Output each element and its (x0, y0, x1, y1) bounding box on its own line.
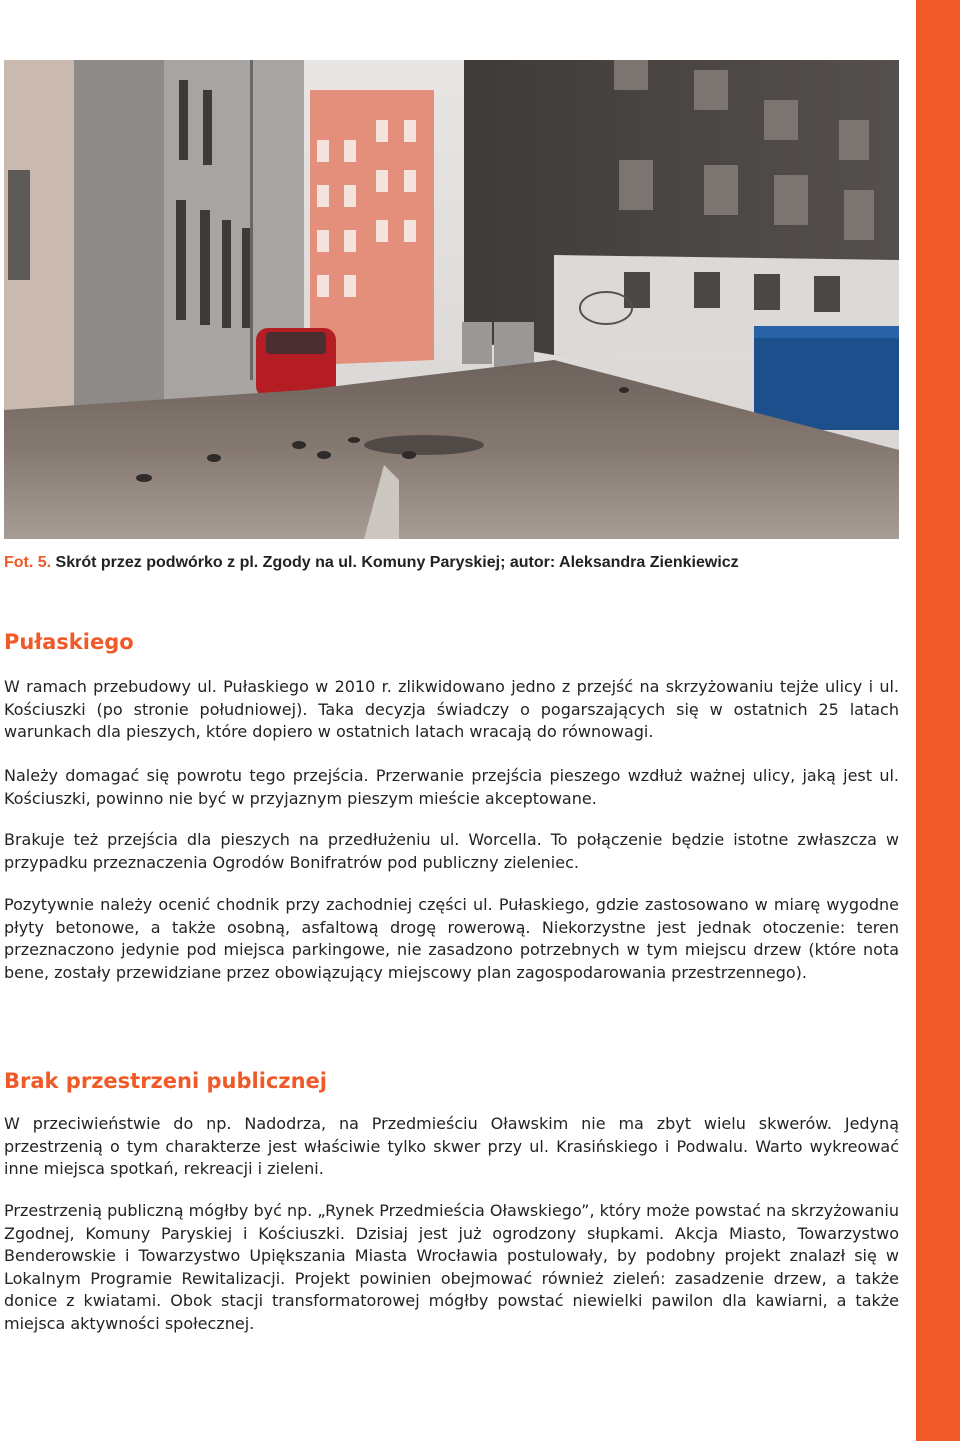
paragraph: Przestrzenią publiczną mógłby być np. „Rynek Przedmieścia Oławskiego”, który może powstać na skrzyżowaniu Zgodnej, Komuny Paryskiej i Kościuszki. Dzisiaj jest już ogrodzony słupkami. Akcja Miasto, Towarzystwo Benderowskie i Towarzystwo Upiększania Miasta Wrocławia postulowały, by podobny projekt znalazł się w Lokalnym Programie Rewitalizacji. Projekt powinien obejmować również zieleń: zasadzenie drzew, a także donice z kwiatami. Obok stacji transformatorowej mógłby powstać niewielki pawilon dla kawiarni, a także miejsca aktywności społecznej. (4, 1201, 900, 1333)
section-title-pulaskiego: Pułaskiego (4, 630, 134, 654)
paragraph: Należy domagać się powrotu tego przejścia. Przerwanie przejścia pieszego wzdłuż ważnej ulicy, jaką jest ul. Kościuszki, powinno nie być w przyjaznym pieszym mieście akceptowane. (4, 766, 899, 808)
paragraph: W przeciwieństwie do np. Nadodrza, na Przedmieściu Oławskim nie ma zbyt wielu skwerów. Jedyną przestrzenią o tym charakterze jest właściwie tylko skwer przy ul. Krasińskiego i Podwalu. Warto wykreować inne miejsca spotkań, rekreacji i zieleni. (4, 1114, 899, 1178)
caption-text: Skrót przez podwórko z pl. Zgody na ul. Komuny Paryskiej; autor: Aleksandra Zienkiewicz (51, 554, 739, 571)
photo-courtyard-icon (4, 60, 899, 539)
section-title-brak-przestrzeni: Brak przestrzeni publicznej (4, 1069, 327, 1093)
accent-side-bar (916, 0, 960, 1441)
paragraph: W ramach przebudowy ul. Pułaskiego w 2010 r. zlikwidowano jedno z przejść na skrzyżowaniu tejże ulicy i ul. Kościuszki (po stronie południowej). Taka decyzja świadczy o pogarszających się w ostatnich 25 latach warunkach dla pieszych, które dopiero w ostatnich latach wracają do równowagi. (4, 677, 899, 741)
paragraph: Pozytywnie należy ocenić chodnik przy zachodniej części ul. Pułaskiego, gdzie zastosowano w miarę wygodne płyty betonowe, a także osobną, asfaltową drogę rowerową. Niekorzystne jest jednak otoczenie: teren przeznaczono jedynie pod miejsca parkingowe, nie zasadzono potrzebnych w tym miejscu drzew (które nota bene, zostały przewidziane przez obowiązujący miejscowy plan zagospodarowania przestrzennego). (4, 895, 899, 982)
paragraph: Brakuje też przejścia dla pieszych na przedłużeniu ul. Worcella. To połączenie będzie istotne zwłaszcza w przypadku przeznaczenia Ogrodów Bonifratrów pod publiczny zieleniec. (4, 830, 899, 872)
caption-lead: Fot. 5. (4, 554, 52, 571)
courtyard-photo (4, 60, 899, 539)
photo-caption (4, 553, 904, 573)
